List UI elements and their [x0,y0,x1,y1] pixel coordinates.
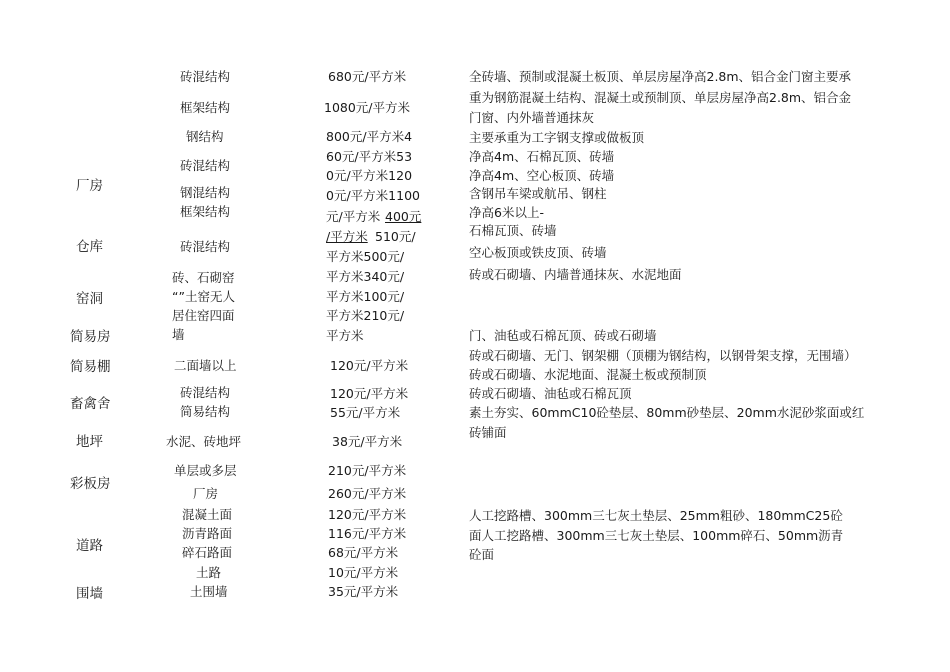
price-text: 260元/平方米 [328,486,407,501]
structure-label: 砖混结构 [180,385,231,400]
price-text: 800元/平方米4 [326,129,413,144]
description-text: 石棉瓦顶、砖墙 [469,223,557,238]
price-text: 60元/平方米53 [326,149,413,164]
structure-label: 沥青路面 [182,526,233,541]
price-text: 510元/ [375,229,416,244]
price-text: 120元/平方米 [330,386,409,401]
category-label: 厂房 [76,178,103,194]
description-text: 净高4m、空心板顶、砖墙 [469,168,615,183]
structure-label: 单层或多层 [174,463,237,478]
price-text: 0元/平方米1100 [326,188,420,203]
category-label: 仓库 [76,239,103,255]
price-text: 1080元/平方米 [324,100,411,115]
description-text: 净高6米以上- [469,205,544,220]
description-text: 主要承重为工字钢支撑或做板顶 [469,130,645,145]
category-label: 围墙 [76,586,103,602]
description-text: 砖或石砌墙、内墙普通抹灰、水泥地面 [469,267,682,282]
description-text: 砖或石砌墙、水泥地面、混凝土板或预制顶 [469,367,707,382]
price-text: 120元/平方米 [328,507,407,522]
structure-label: 二面墙以上 [174,358,237,373]
structure-label: 框架结构 [180,204,231,219]
description-text: 重为钢筋混凝土结构、混凝土或预制顶、单层房屋净高2.8m、铝合金 [469,90,852,105]
description-text: 面人工挖路槽、300mm三七灰土垫层、100mm碎石、50mm沥青 [469,528,844,543]
description-text: 砖铺面 [469,425,507,440]
price-text: 38元/平方米 [332,434,403,449]
description-text: 空心板顶或铁皮顶、砖墙 [469,245,607,260]
price-text: 平方米340元/ [326,269,405,284]
structure-label: 土围墙 [190,584,228,599]
structure-label: 厂房 [193,486,219,501]
structure-label: 砖混结构 [180,158,231,173]
price-text: 平方米100元/ [326,289,405,304]
structure-label: 水泥、砖地坪 [166,434,242,449]
price-text: 68元/平方米 [328,545,399,560]
price-text: 210元/平方米 [328,463,407,478]
category-label: 窑洞 [76,291,103,307]
description-text: 全砖墙、预制或混凝土板顶、单层房屋净高2.8m、铝合金门窗主要承 [469,69,852,84]
structure-label: 砖混结构 [180,239,231,254]
structure-label: 砖混结构 [180,69,231,84]
structure-label: 碎石路面 [182,545,233,560]
price-text: 元/平方米 [326,209,381,224]
price-text: 0元/平方米120 [326,168,413,183]
structure-label: 居住窑四面 [172,308,235,323]
structure-label: 框架结构 [180,100,231,115]
category-label: 道路 [76,538,103,554]
structure-label: 简易结构 [180,404,231,419]
structure-label: 砖、石砌窑 [172,270,235,285]
description-text: 砖或石砌墙、油毡或石棉瓦顶 [469,386,632,401]
structure-label: “”土窑无人 [172,289,235,304]
structure-label: 混凝土面 [182,507,233,522]
category-label: 畜禽舍 [70,396,111,412]
price-text: 680元/平方米 [328,69,407,84]
structure-label: 钢混结构 [180,185,231,200]
description-text: 砖或石砌墙、无门、钢架棚（顶棚为钢结构，以钢骨架支撑，无围墙） [469,348,857,363]
structure-label: 土路 [196,565,222,580]
price-text: 400元 [385,209,422,224]
category-label: 简易房 [70,329,111,345]
category-label: 彩板房 [70,476,111,492]
price-text: 120元/平方米 [330,358,409,373]
structure-label: 钢结构 [186,129,224,144]
description-text: 净高4m、石棉瓦顶、砖墙 [469,149,615,164]
description-text: 门窗、内外墙普通抹灰 [469,110,595,125]
description-text: 人工挖路槽、300mm三七灰土垫层、25mm粗砂、180mmC25砼 [469,508,843,523]
structure-label: 墙 [172,327,185,342]
category-label: 简易棚 [70,359,111,375]
category-label: 地坪 [76,434,103,450]
price-text: 35元/平方米 [328,584,399,599]
price-text: 55元/平方米 [330,405,401,420]
price-text: 10元/平方米 [328,565,399,580]
description-text: 门、油毡或石棉瓦顶、砖或石砌墙 [469,328,657,343]
description-text: 素土夯实、60mmC10砼垫层、80mm砂垫层、20mm水泥砂浆面或红 [469,405,865,420]
price-text: /平方米 [326,229,368,244]
description-text: 含钢吊车梁或航吊、钢柱 [469,186,607,201]
price-text: 116元/平方米 [328,526,407,541]
price-text: 平方米 [326,328,364,343]
price-text: 平方米500元/ [326,249,405,264]
description-text: 砼面 [469,547,495,562]
price-text: 平方米210元/ [326,308,405,323]
